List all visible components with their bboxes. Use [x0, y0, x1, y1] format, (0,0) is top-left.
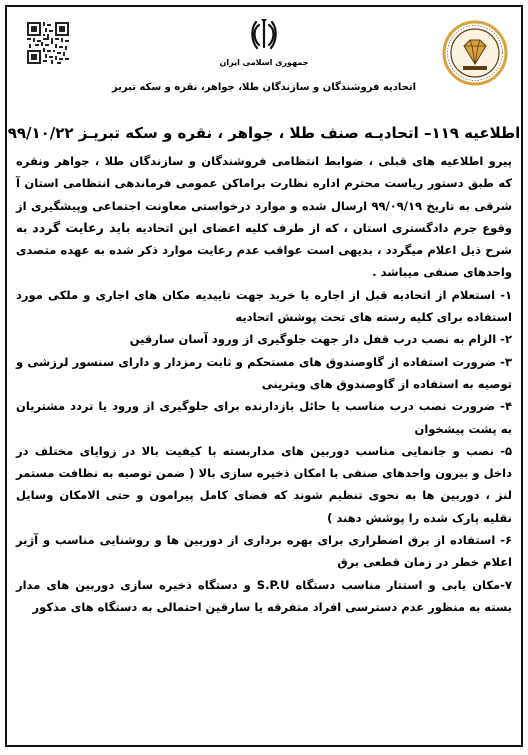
union-name: اتحادیه فروشندگان و سازندگان طلا، جواهر، نقره و سکه تبریز	[111, 82, 417, 93]
notice-title: اطلاعیه ۱۱۹– اتحادیـه صنف طلا ، جواهر ، نقره و سکه تبریـز ۹۹/۱۰/۲۲	[7, 124, 521, 142]
list-item: ۳- ضرورت استفاده از گاوصندوق های مستحکم و ثابت رمزدار و دارای سنسور لرزشی و توصیه به استفاده از گاوصندوق های ویترینی	[16, 354, 512, 391]
intro-emphasis: باید رعایت گردد	[32, 219, 131, 235]
republic-label: جمهوری اسلامی ایران	[219, 58, 309, 67]
union-seal-logo	[442, 20, 508, 86]
list-item: ۷-مکان یابی و استتار مناسب دستگاه S.P.U و دستگاه ذخیره سازی دوربین های مدار بسته به منظور عدم دسترسی افراد متفرقه یا سارقین احتمالی به دستگاه های مذکور	[16, 577, 512, 614]
list-item: ۶- استفاده از برق اضطراری برای بهره برداری از دوربین ها و روشنایی مناسب و آژیر اعلام خطر در زمان قطعی برق	[16, 533, 512, 570]
list-item: ۴- ضرورت نصب درب مناسب یا حائل بازدارنده برای جلوگیری از ورود یا تردد مشتریان به پشت پیشخوان	[16, 399, 512, 436]
iran-emblem-icon	[250, 17, 278, 51]
intro-text-b: به شرح ذیل اعلام میگردد ، بدیهی است عواقب عدم رعایت موارد ذکر شده به عهده متصدی واحدهای صنفی میباشد .	[16, 220, 512, 280]
list-item: ۵- نصب و جانمایی مناسب دوربین های مداربسته با کیفیت بالا در زوایای مختلف در داخل و بیرون واحدهای صنفی با امکان ذخیره سازی بالا ( ضمن توصیه به نظافت مستمر لنز ، دوربین ها به نحوی تنظیم شوند که فضای کامل پیرامون و حتی الامکان وسایل نقلیه پارک شده را پوشش دهند )	[16, 443, 512, 525]
letterhead	[0, 0, 528, 118]
intro-paragraph	[16, 150, 512, 284]
list-item: ۲- الزام به نصب درب قفل دار جهت جلوگیری از ورود آسان سارقین	[129, 332, 512, 347]
intro-text-a: پیرو اطلاعیه های قبلی ، ضوابط انتظامی فروشندگان و سازندگان طلا ، جواهر ونقره که طبق دستور ریاست محترم اداره نظارت براماکن عمومی فرماندهی انتظامی استان آ شرقی به تاریخ ۹۹/۰۹/۱۹ ارسال شده و موارد درخواستی معاونت اجتماعی وپیشگیری از وقوع جرم دادگستری استان ، که از طرف کلیه اعضای این اتحادیه	[16, 154, 512, 235]
list-item: ۱- استعلام از اتحادیه قبل از اجاره یا خرید جهت تاییدیه مکان های اجاری و ملکی مورد استفاده برای کلیه رسته های تحت پوشش اتحادیه	[16, 287, 512, 325]
notice-body	[16, 150, 512, 618]
